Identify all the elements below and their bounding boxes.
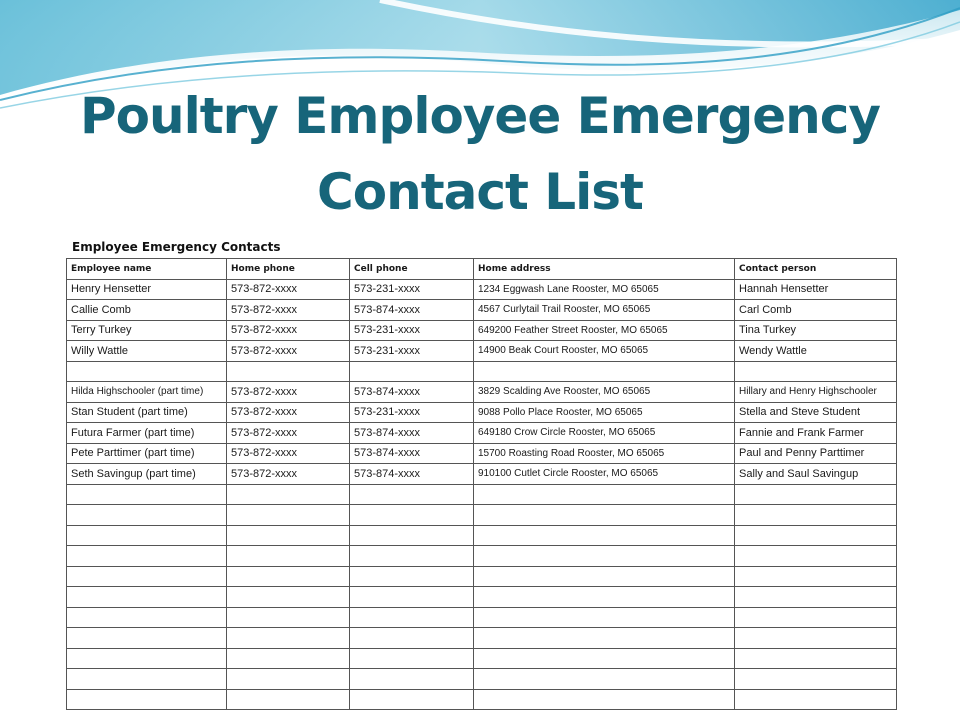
cell-home-address: 4567 Curlytail Trail Rooster, MO 65065 bbox=[474, 300, 735, 321]
cell-employee-name bbox=[67, 628, 227, 649]
cell-contact-person: Fannie and Frank Farmer bbox=[735, 423, 897, 444]
cell-home-address bbox=[474, 689, 735, 710]
cell-contact-person: Hannah Hensetter bbox=[735, 279, 897, 300]
cell-contact-person bbox=[735, 484, 897, 505]
slide-title-line-1: Poultry Employee Emergency bbox=[79, 87, 880, 145]
cell-employee-name: Stan Student (part time) bbox=[67, 402, 227, 423]
table-caption: Employee Emergency Contacts bbox=[72, 240, 281, 254]
table-row bbox=[67, 648, 897, 669]
cell-home-phone: 573-872-xxxx bbox=[227, 464, 350, 485]
cell-home-address bbox=[474, 566, 735, 587]
cell-home-address bbox=[474, 546, 735, 567]
cell-employee-name: Callie Comb bbox=[67, 300, 227, 321]
cell-home-phone bbox=[227, 484, 350, 505]
table-row bbox=[67, 587, 897, 608]
cell-contact-person: Paul and Penny Parttimer bbox=[735, 443, 897, 464]
table-row bbox=[67, 525, 897, 546]
cell-cell-phone bbox=[350, 546, 474, 567]
cell-home-phone bbox=[227, 546, 350, 567]
cell-home-address bbox=[474, 587, 735, 608]
table-body bbox=[67, 279, 897, 710]
cell-cell-phone bbox=[350, 525, 474, 546]
cell-cell-phone bbox=[350, 484, 474, 505]
cell-contact-person bbox=[735, 689, 897, 710]
cell-home-phone: 573-872-xxxx bbox=[227, 341, 350, 362]
table-row bbox=[67, 505, 897, 526]
cell-home-address bbox=[474, 628, 735, 649]
table-row bbox=[67, 341, 897, 362]
cell-home-phone bbox=[227, 648, 350, 669]
header-home-phone: Home phone bbox=[227, 259, 350, 280]
cell-employee-name bbox=[67, 587, 227, 608]
cell-home-phone bbox=[227, 361, 350, 382]
cell-contact-person: Tina Turkey bbox=[735, 320, 897, 341]
cell-home-address: 1234 Eggwash Lane Rooster, MO 65065 bbox=[474, 279, 735, 300]
cell-home-address: 9088 Pollo Place Rooster, MO 65065 bbox=[474, 402, 735, 423]
cell-contact-person bbox=[735, 669, 897, 690]
cell-employee-name: Pete Parttimer (part time) bbox=[67, 443, 227, 464]
cell-home-address: 14900 Beak Court Rooster, MO 65065 bbox=[474, 341, 735, 362]
table-header-row bbox=[67, 259, 897, 280]
cell-contact-person: Stella and Steve Student bbox=[735, 402, 897, 423]
cell-cell-phone: 573-231-xxxx bbox=[350, 341, 474, 362]
cell-home-phone bbox=[227, 669, 350, 690]
cell-home-phone bbox=[227, 566, 350, 587]
cell-employee-name bbox=[67, 361, 227, 382]
cell-home-phone: 573-872-xxxx bbox=[227, 320, 350, 341]
cell-home-address bbox=[474, 669, 735, 690]
cell-contact-person bbox=[735, 546, 897, 567]
cell-home-phone bbox=[227, 505, 350, 526]
cell-cell-phone bbox=[350, 648, 474, 669]
header-home-address: Home address bbox=[474, 259, 735, 280]
cell-cell-phone: 573-874-xxxx bbox=[350, 423, 474, 444]
cell-employee-name bbox=[67, 484, 227, 505]
cell-home-address: 910100 Cutlet Circle Rooster, MO 65065 bbox=[474, 464, 735, 485]
table-row bbox=[67, 628, 897, 649]
cell-employee-name bbox=[67, 669, 227, 690]
cell-home-phone bbox=[227, 607, 350, 628]
cell-home-address bbox=[474, 525, 735, 546]
table-row bbox=[67, 300, 897, 321]
cell-cell-phone: 573-874-xxxx bbox=[350, 464, 474, 485]
table-row bbox=[67, 423, 897, 444]
cell-employee-name bbox=[67, 546, 227, 567]
cell-cell-phone bbox=[350, 689, 474, 710]
cell-home-phone bbox=[227, 628, 350, 649]
cell-employee-name bbox=[67, 607, 227, 628]
cell-contact-person: Sally and Saul Savingup bbox=[735, 464, 897, 485]
cell-cell-phone bbox=[350, 669, 474, 690]
cell-cell-phone bbox=[350, 361, 474, 382]
header-contact-person: Contact person bbox=[735, 259, 897, 280]
table-row bbox=[67, 402, 897, 423]
cell-home-address: 3829 Scalding Ave Rooster, MO 65065 bbox=[474, 382, 735, 403]
cell-contact-person bbox=[735, 628, 897, 649]
cell-cell-phone: 573-231-xxxx bbox=[350, 402, 474, 423]
cell-cell-phone bbox=[350, 607, 474, 628]
cell-cell-phone bbox=[350, 628, 474, 649]
cell-cell-phone bbox=[350, 566, 474, 587]
emergency-contacts-table bbox=[66, 258, 897, 710]
cell-employee-name: Hilda Highschooler (part time) bbox=[67, 382, 227, 403]
cell-home-phone: 573-872-xxxx bbox=[227, 279, 350, 300]
cell-employee-name: Seth Savingup (part time) bbox=[67, 464, 227, 485]
cell-home-address: 15700 Roasting Road Rooster, MO 65065 bbox=[474, 443, 735, 464]
cell-contact-person bbox=[735, 607, 897, 628]
cell-contact-person bbox=[735, 648, 897, 669]
cell-home-phone: 573-872-xxxx bbox=[227, 423, 350, 444]
cell-home-phone bbox=[227, 525, 350, 546]
slide-title-line-2: Contact List bbox=[317, 163, 643, 221]
cell-contact-person: Wendy Wattle bbox=[735, 341, 897, 362]
table-row bbox=[67, 361, 897, 382]
cell-cell-phone: 573-874-xxxx bbox=[350, 300, 474, 321]
cell-home-address bbox=[474, 607, 735, 628]
cell-cell-phone: 573-231-xxxx bbox=[350, 320, 474, 341]
table-row bbox=[67, 566, 897, 587]
header-cell-phone: Cell phone bbox=[350, 259, 474, 280]
cell-contact-person bbox=[735, 587, 897, 608]
header-employee-name: Employee name bbox=[67, 259, 227, 280]
cell-home-address bbox=[474, 505, 735, 526]
cell-employee-name bbox=[67, 505, 227, 526]
cell-contact-person bbox=[735, 566, 897, 587]
cell-employee-name bbox=[67, 689, 227, 710]
table-row bbox=[67, 279, 897, 300]
table-row bbox=[67, 546, 897, 567]
cell-employee-name bbox=[67, 525, 227, 546]
cell-contact-person: Carl Comb bbox=[735, 300, 897, 321]
cell-employee-name bbox=[67, 648, 227, 669]
cell-cell-phone: 573-874-xxxx bbox=[350, 443, 474, 464]
cell-home-phone bbox=[227, 587, 350, 608]
cell-home-address bbox=[474, 361, 735, 382]
slide-title bbox=[0, 78, 960, 230]
cell-home-phone: 573-872-xxxx bbox=[227, 382, 350, 403]
cell-cell-phone: 573-231-xxxx bbox=[350, 279, 474, 300]
cell-cell-phone bbox=[350, 505, 474, 526]
cell-contact-person: Hillary and Henry Highschooler bbox=[735, 382, 897, 403]
table-row bbox=[67, 689, 897, 710]
cell-home-phone: 573-872-xxxx bbox=[227, 300, 350, 321]
table-row bbox=[67, 607, 897, 628]
cell-home-phone: 573-872-xxxx bbox=[227, 443, 350, 464]
cell-home-phone bbox=[227, 689, 350, 710]
cell-employee-name bbox=[67, 566, 227, 587]
cell-contact-person bbox=[735, 505, 897, 526]
cell-home-address: 649180 Crow Circle Rooster, MO 65065 bbox=[474, 423, 735, 444]
cell-home-address bbox=[474, 648, 735, 669]
cell-contact-person bbox=[735, 361, 897, 382]
table-row bbox=[67, 484, 897, 505]
table-row bbox=[67, 382, 897, 403]
table-row bbox=[67, 464, 897, 485]
cell-employee-name: Henry Hensetter bbox=[67, 279, 227, 300]
cell-cell-phone bbox=[350, 587, 474, 608]
cell-employee-name: Futura Farmer (part time) bbox=[67, 423, 227, 444]
cell-employee-name: Willy Wattle bbox=[67, 341, 227, 362]
cell-cell-phone: 573-874-xxxx bbox=[350, 382, 474, 403]
cell-home-address: 649200 Feather Street Rooster, MO 65065 bbox=[474, 320, 735, 341]
table-row bbox=[67, 443, 897, 464]
table-row bbox=[67, 669, 897, 690]
table-row bbox=[67, 320, 897, 341]
cell-home-address bbox=[474, 484, 735, 505]
cell-contact-person bbox=[735, 525, 897, 546]
cell-home-phone: 573-872-xxxx bbox=[227, 402, 350, 423]
cell-employee-name: Terry Turkey bbox=[67, 320, 227, 341]
